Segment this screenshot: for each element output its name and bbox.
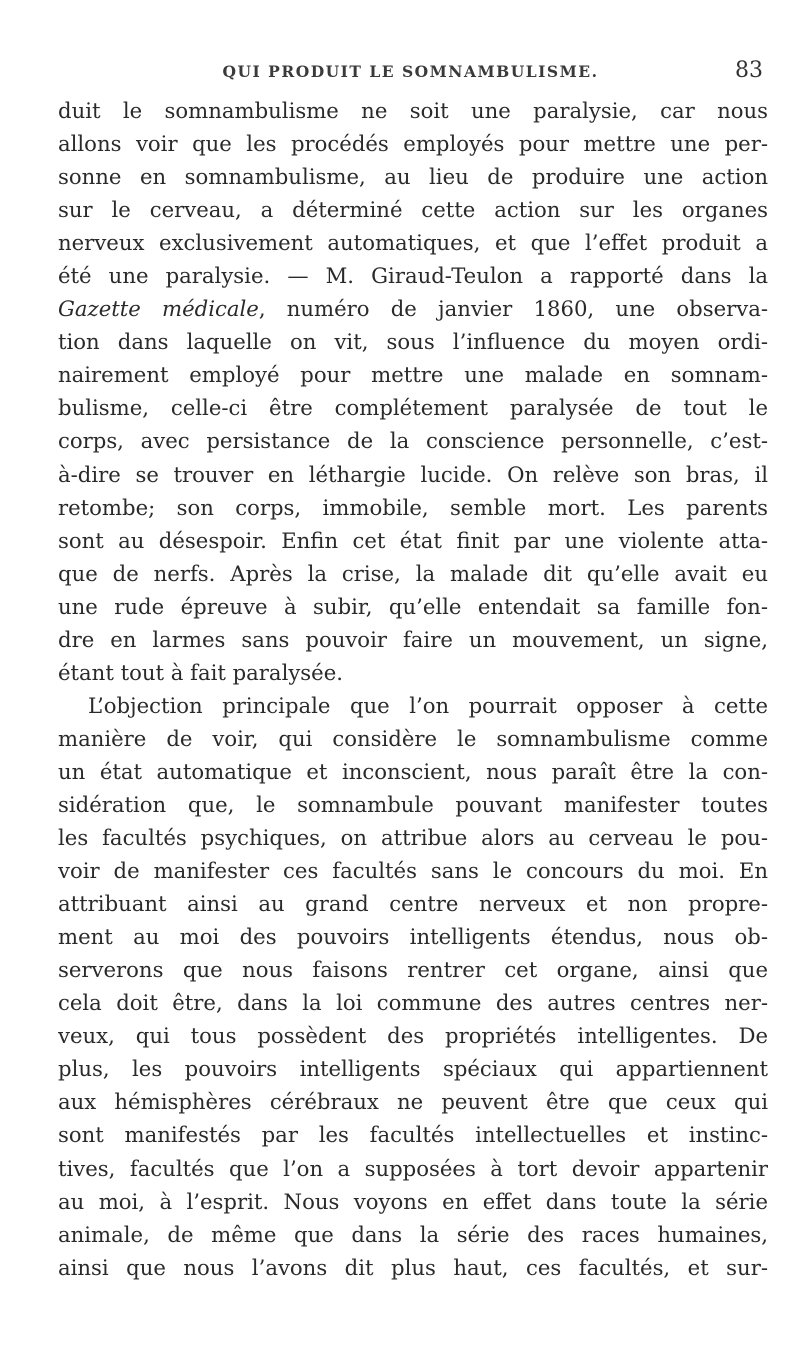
text-segment: duit le somnambulisme ne soit une paralysie, car nous [58, 98, 768, 123]
text-line [58, 1152, 768, 1185]
text-line [58, 623, 768, 656]
text-line [58, 656, 768, 689]
text-segment: attribuant ainsi au grand centre nerveux et non propre- [58, 891, 768, 917]
text-segment: un état automatique et inconscient, nous paraît être la con- [58, 758, 768, 784]
text-segment: aux hémisphères cérébraux ne peuvent être que ceux qui [58, 1089, 768, 1115]
text-segment: à-dire se trouver en léthargie lucide. On relève son bras, il [58, 461, 768, 487]
text-segment: manière de voir, qui considère le somnambulisme comme [58, 725, 768, 751]
text-line [58, 424, 768, 457]
text-segment: ment au moi des pouvoirs intelligents étendus, nous ob- [58, 924, 768, 950]
text-line [58, 953, 768, 986]
text-segment: voir de manifester ces facultés sans le concours du moi. En [58, 858, 768, 884]
text-line [58, 358, 768, 391]
text-line [58, 259, 768, 292]
running-title: QUI PRODUIT LE SOMNAMBULISME. [222, 62, 599, 81]
text-segment: veux, qui tous possèdent des propriétés intelligentes. De [58, 1023, 768, 1049]
text-segment: serverons que nous faisons rentrer cet organe, ainsi que [58, 957, 768, 983]
text-line [58, 524, 768, 557]
text-line [58, 1118, 768, 1151]
text-segment: étant tout à fait paralysée. [58, 659, 343, 685]
text-segment: ainsi que nous l’avons dit plus haut, ces facultés, et sur- [58, 1254, 768, 1280]
text-line [58, 226, 768, 259]
text-segment: une rude épreuve à subir, qu’elle entendait sa famille fon- [58, 593, 768, 619]
text-line [58, 986, 768, 1019]
text-line [58, 887, 768, 920]
text-line [58, 160, 768, 193]
text-line [58, 920, 768, 953]
text-line [58, 391, 768, 424]
text-segment: sidération que, le somnambule pouvant manifester toutes [58, 791, 768, 817]
body-text [58, 94, 768, 1284]
text-segment: , numéro de janvier 1860, une observa- [258, 296, 768, 322]
page-number: 83 [735, 58, 763, 83]
text-segment: tives, facultés que l’on a supposées à tort devoir appartenir [58, 1155, 768, 1181]
text-segment: bulisme, celle-ci être complétement paralysée de tout le [58, 395, 768, 421]
text-line [58, 491, 768, 524]
text-segment: tion dans laquelle on vit, sous l’influence du moyen ordi- [58, 329, 768, 355]
text-segment: au moi, à l’esprit. Nous voyons en effet dans toute la série [58, 1188, 768, 1214]
italic-citation: Gazette médicale [58, 296, 259, 322]
text-segment: plus, les pouvoirs intelligents spéciaux qui appartiennent [58, 1056, 768, 1082]
text-line [58, 788, 768, 821]
text-segment: retombe; son corps, immobile, semble mort. Les parents [58, 494, 768, 520]
text-segment: sont manifestés par les facultés intellectuelles et instinc- [58, 1122, 768, 1148]
text-segment: dre en larmes sans pouvoir faire un mouvement, un signe, [58, 626, 768, 652]
text-line [58, 821, 768, 854]
text-line [58, 127, 768, 160]
text-line [58, 557, 768, 590]
text-line [58, 689, 768, 722]
text-line [58, 94, 768, 127]
text-line [58, 1052, 768, 1085]
text-line [58, 1251, 768, 1284]
text-segment: animale, de même que dans la série des races humaines, [58, 1221, 768, 1247]
text-segment: que de nerfs. Après la crise, la malade dit qu’elle avait eu [58, 560, 768, 586]
text-line [58, 1218, 768, 1251]
text-segment: nairement employé pour mettre une malade en somnam- [58, 362, 768, 388]
text-line [58, 755, 768, 788]
text-segment: les facultés psychiques, on attribue alors au cerveau le pou- [58, 825, 768, 851]
text-line [58, 854, 768, 887]
running-head [58, 58, 763, 90]
text-line [58, 590, 768, 623]
text-segment: sont au désespoir. Enfin cet état finit par une violente atta- [58, 527, 768, 553]
text-segment: corps, avec persistance de la conscience personnelle, c’est- [58, 428, 768, 454]
text-segment: nerveux exclusivement automatiques, et que l’effet produit a [58, 230, 768, 256]
text-segment: cela doit être, dans la loi commune des autres centres ner- [58, 990, 768, 1016]
text-segment: sur le cerveau, a déterminé cette action sur les organes [58, 197, 768, 223]
text-line [58, 722, 768, 755]
text-line [58, 193, 768, 226]
text-segment: allons voir que les procédés employés pour mettre une per- [58, 131, 768, 157]
text-segment: été une paralysie. — M. Giraud-Teulon a rapporté dans la [58, 263, 768, 289]
text-line [58, 1019, 768, 1052]
text-line [58, 1085, 768, 1118]
text-line [58, 458, 768, 491]
text-line [58, 325, 768, 358]
text-line [58, 292, 768, 325]
text-line [58, 1185, 768, 1218]
text-segment: L’objection principale que l’on pourrait opposer à cette [88, 692, 768, 718]
text-segment: sonne en somnambulisme, au lieu de produire une action [58, 164, 768, 190]
